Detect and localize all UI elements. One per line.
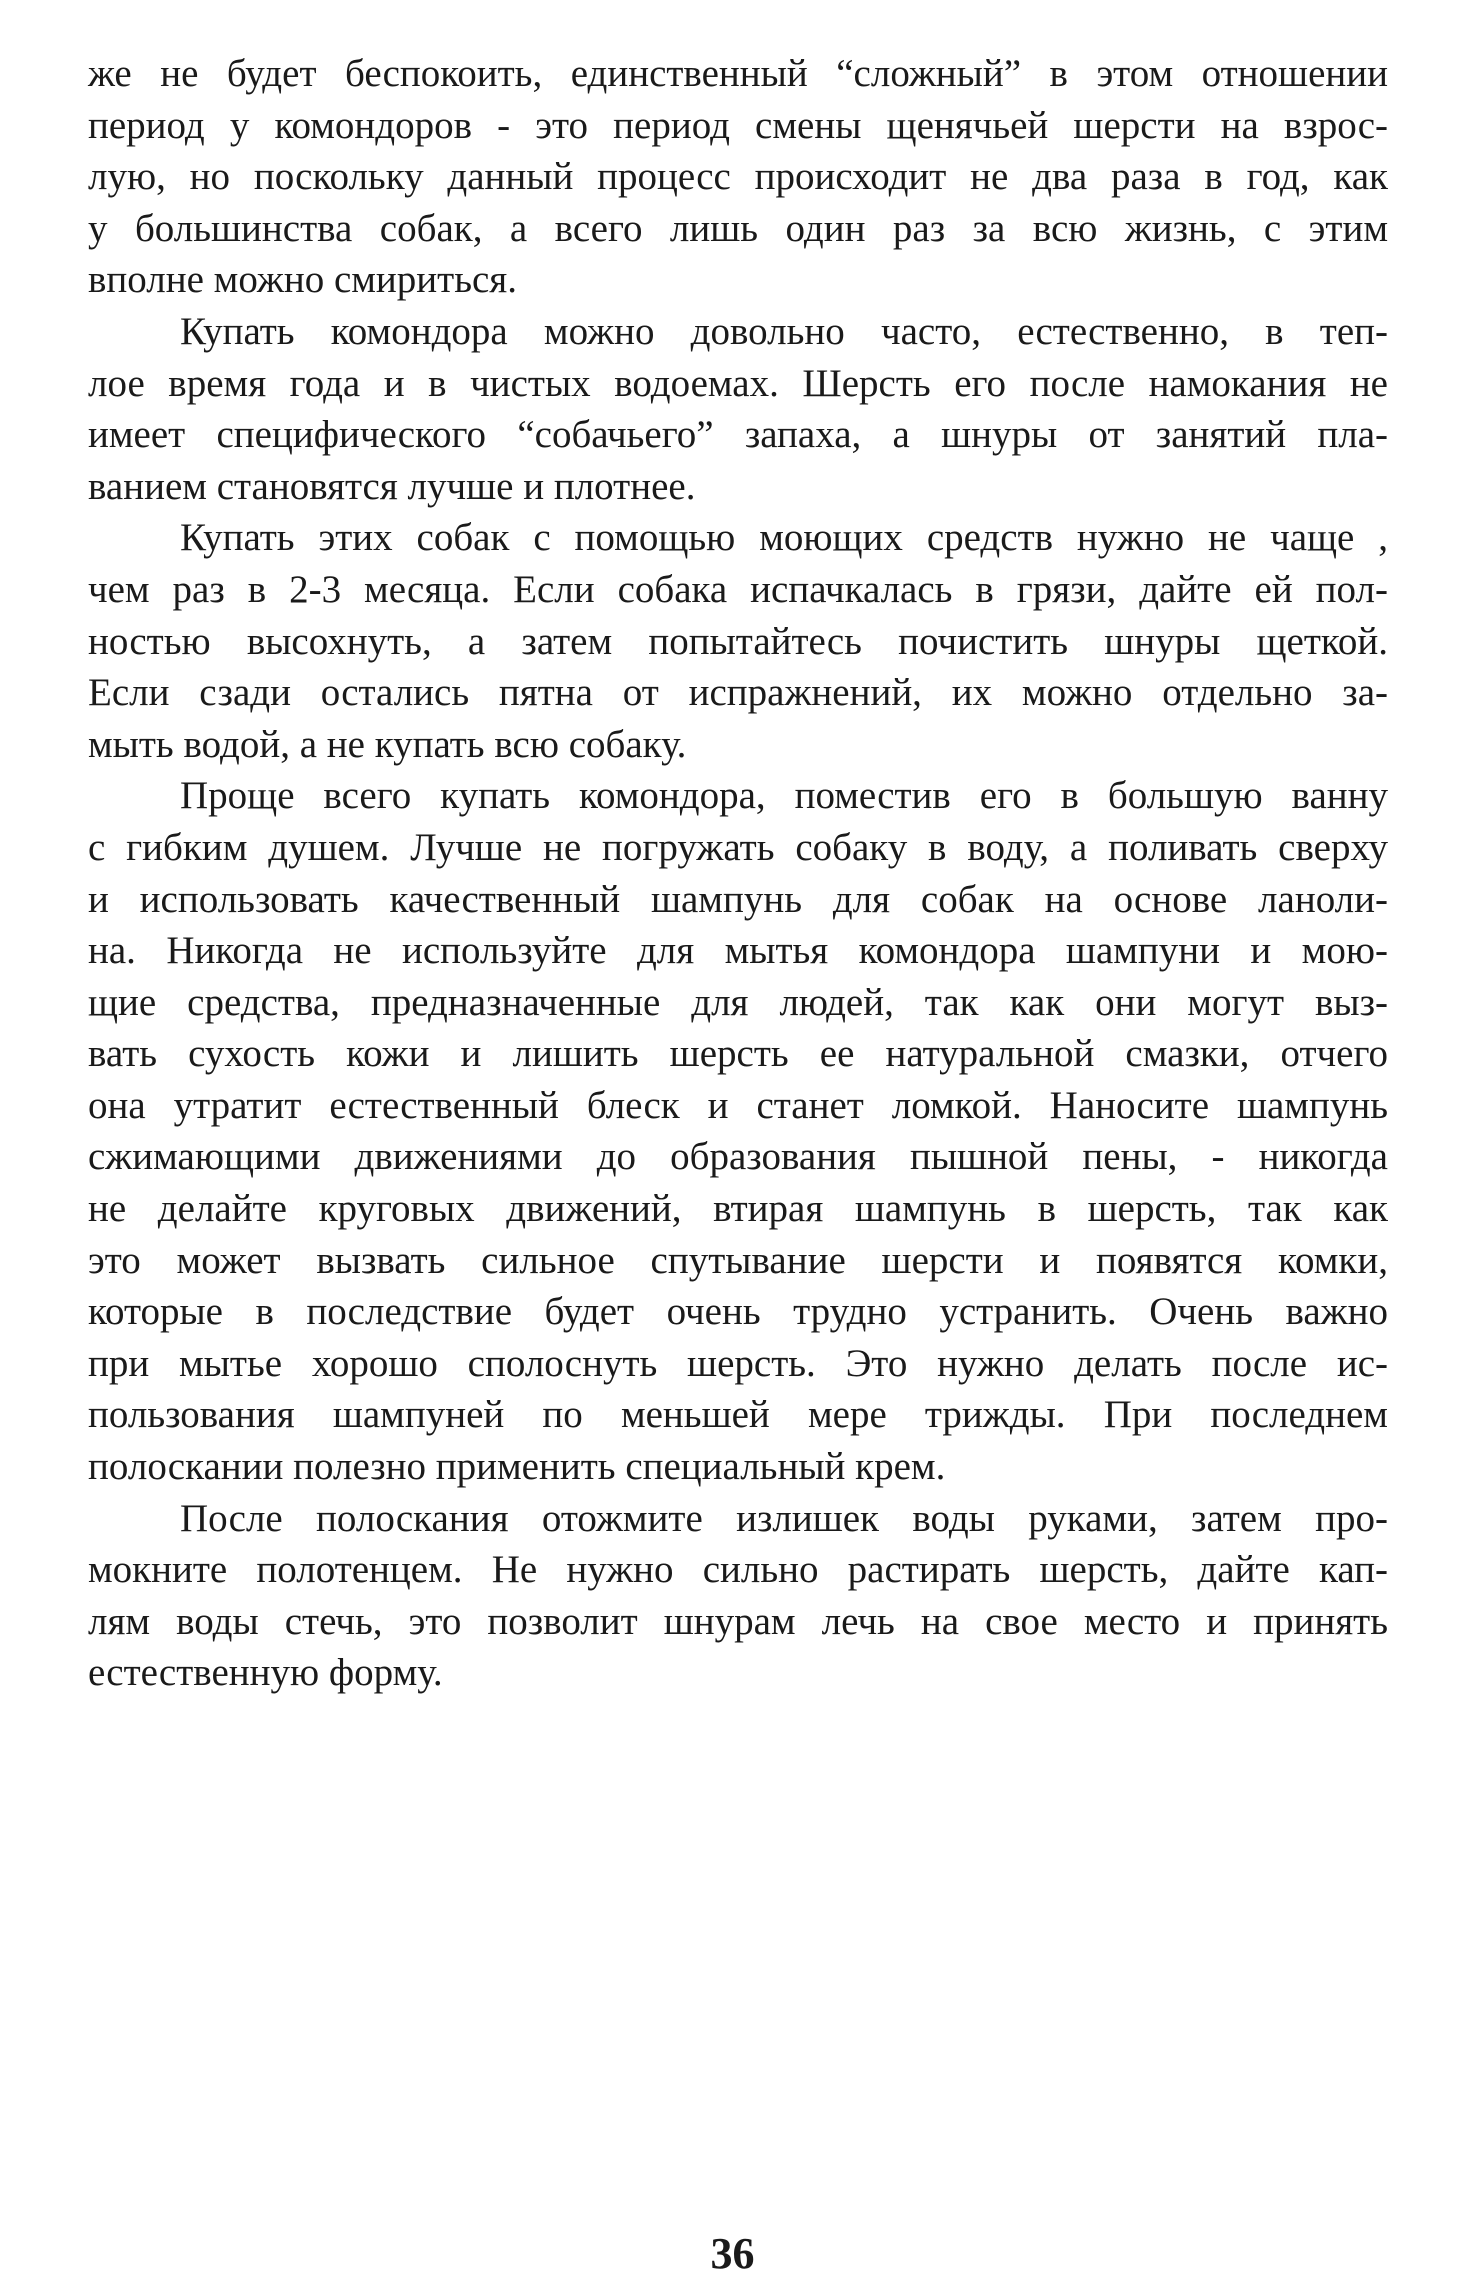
paragraph bbox=[88, 770, 1388, 1492]
text-line: же не будет беспокоить, единственный “сложный” в этом отношении bbox=[88, 52, 1388, 95]
text-line: это может вызвать сильное спутывание шерсти и появятся комки, bbox=[88, 1238, 1388, 1282]
text-line: мокните полотенцем. Не нужно сильно растирать шерсть, дайте кап- bbox=[88, 1548, 1388, 1592]
text-line: ностью высохнуть, а затем попытайтесь почистить шнуры щеткой. bbox=[88, 619, 1388, 663]
text-line: пользования шампуней по меньшей мере трижды. При последнем bbox=[88, 1393, 1388, 1437]
text-line: Купать этих собак с помощью моющих средств нужно не чаще , bbox=[180, 516, 1388, 560]
paragraph bbox=[88, 306, 1388, 512]
text-line: чем раз в 2-3 месяца. Если собака испачкалась в грязи, дайте ей пол- bbox=[88, 567, 1388, 611]
text-line: щие средства, предназначенные для людей, так как они могут выз- bbox=[88, 980, 1388, 1024]
text-line: которые в последствие будет очень трудно устранить. Очень важно bbox=[88, 1290, 1388, 1334]
text-line: вполне можно смириться. bbox=[88, 258, 517, 302]
body-text bbox=[88, 48, 1388, 1699]
text-line: естественную форму. bbox=[88, 1651, 443, 1695]
text-line: с гибким душем. Лучше не погружать собаку в воду, а поливать сверху bbox=[88, 825, 1388, 869]
text-line: и использовать качественный шампунь для собак на основе ланоли- bbox=[88, 877, 1388, 921]
text-line: Если сзади остались пятна от испражнений, их можно отдельно за- bbox=[88, 671, 1388, 715]
text-line: лую, но поскольку данный процесс происходит не два раза в год, как bbox=[88, 155, 1388, 199]
text-line: После полоскания отожмите излишек воды руками, затем про- bbox=[180, 1496, 1388, 1540]
paragraph bbox=[88, 1493, 1388, 1699]
text-line: период у комондоров - это период смены щенячьей шерсти на взрос- bbox=[88, 103, 1388, 147]
text-line: при мытье хорошо сполоснуть шерсть. Это нужно делать после ис- bbox=[88, 1341, 1388, 1385]
text-line: сжимающими движениями до образования пышной пены, - никогда bbox=[88, 1135, 1388, 1179]
text-line: мыть водой, а не купать всю собаку. bbox=[88, 722, 687, 766]
text-line: лое время года и в чистых водоемах. Шерсть его после намокания не bbox=[88, 361, 1388, 405]
text-line: Купать комондора можно довольно часто, естественно, в теп- bbox=[180, 309, 1388, 353]
text-line: на. Никогда не используйте для мытья комондора шампуни и мою- bbox=[88, 929, 1388, 973]
text-line: имеет специфического “собачьего” запаха, а шнуры от занятий пла- bbox=[88, 413, 1388, 457]
text-line: лям воды стечь, это позволит шнурам лечь на свое место и принять bbox=[88, 1599, 1388, 1643]
text-line: полоскании полезно применить специальный крем. bbox=[88, 1445, 946, 1489]
text-line: Проще всего купать комондора, поместив его в большую ванну bbox=[180, 774, 1388, 818]
text-line: вать сухость кожи и лишить шерсть ее натуральной смазки, отчего bbox=[88, 1032, 1388, 1076]
text-line: у большинства собак, а всего лишь один раз за всю жизнь, с этим bbox=[88, 206, 1388, 250]
text-line: она утратит естественный блеск и станет ломкой. Наносите шампунь bbox=[88, 1083, 1388, 1127]
page-number: 36 bbox=[710, 2229, 755, 2278]
paragraph bbox=[88, 512, 1388, 770]
text-line: не делайте круговых движений, втирая шампунь в шерсть, так как bbox=[88, 1187, 1388, 1231]
text-line: ванием становятся лучше и плотнее. bbox=[88, 464, 696, 508]
paragraph bbox=[88, 48, 1388, 306]
